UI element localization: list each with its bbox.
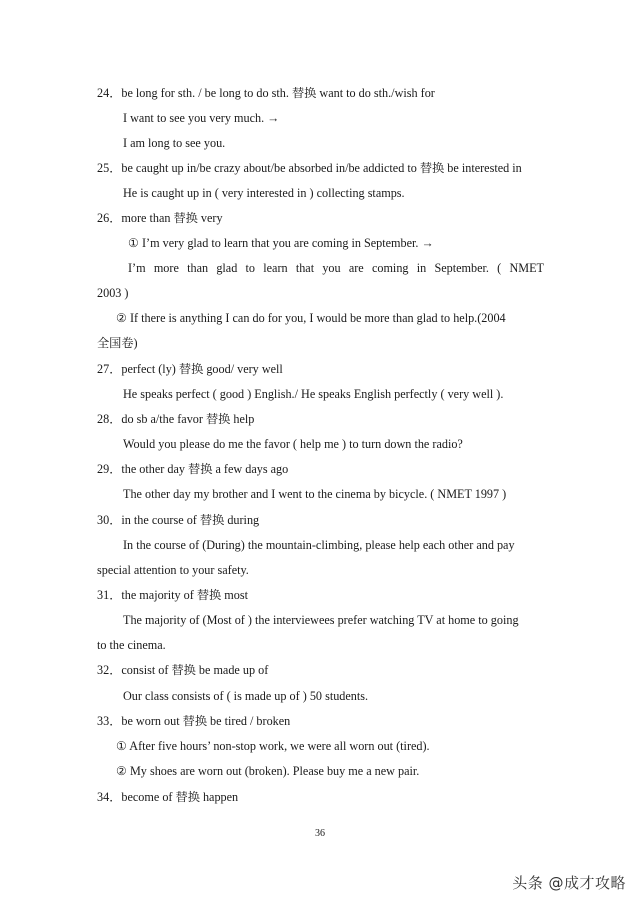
item-26-example-2: ② If there is anything I can do for you, I would be more than glad to help.(2004 <box>116 311 506 325</box>
item-30-heading: 30．in the course of 替换 during <box>97 513 260 527</box>
item-24-example-2: I am long to see you. <box>123 136 226 150</box>
item-34-heading: 34．become of 替换 happen <box>97 790 239 804</box>
item-33-example-2: ② My shoes are worn out (broken). Please buy me a new pair. <box>116 764 420 778</box>
item-26-example-1: ① I’m very glad to learn that you are coming in September. → <box>128 236 434 250</box>
item-31-example-line-2: to the cinema. <box>97 638 166 652</box>
item-26-example-2-source: 全国卷) <box>97 336 138 350</box>
page-number: 36 <box>315 828 325 839</box>
item-27-heading: 27．perfect (ly) 替换 good/ very well <box>97 362 283 376</box>
item-33-heading: 33．be worn out 替换 be tired / broken <box>97 714 291 728</box>
item-26-heading: 26．more than 替换 very <box>97 211 223 225</box>
item-28-example: Would you please do me the favor ( help me ) to turn down the radio? <box>123 437 463 451</box>
item-31-example-line-1: The majority of (Most of ) the interviewees prefer watching TV at home to going <box>123 613 519 627</box>
item-31-heading: 31．the majority of 替换 most <box>97 588 248 602</box>
item-26-example-1-source: 2003 ) <box>97 286 129 300</box>
item-30-example-line-1: In the course of (During) the mountain-climbing, please help each other and pay <box>123 538 515 552</box>
item-33-example-1: ① After five hours’ non-stop work, we were all worn out (tired). <box>116 739 430 753</box>
item-27-example: He speaks perfect ( good ) English./ He speaks English perfectly ( very well ). <box>123 387 504 401</box>
item-25-heading: 25．be caught up in/be crazy about/be absorbed in/be addicted to 替换 be interested in <box>97 161 522 175</box>
item-30-example-line-2: special attention to your safety. <box>97 563 249 577</box>
item-29-heading: 29．the other day 替换 a few days ago <box>97 462 289 476</box>
item-32-heading: 32．consist of 替换 be made up of <box>97 663 269 677</box>
item-24-heading: 24．be long for sth. / be long to do sth. 替换 want to do sth./wish for <box>97 86 435 100</box>
item-24-example-1: I want to see you very much. → <box>123 111 280 125</box>
item-29-example: The other day my brother and I went to the cinema by bicycle. ( NMET 1997 ) <box>123 487 507 501</box>
item-28-heading: 28．do sb a/the favor 替换 help <box>97 412 255 426</box>
watermark: 头条 @成才攻略 <box>512 874 626 892</box>
item-32-example: Our class consists of ( is made up of ) 50 students. <box>123 689 369 703</box>
item-25-example: He is caught up in ( very interested in ) collecting stamps. <box>123 186 405 200</box>
item-26-example-1-rewrite: I’m more than glad to learn that you are coming in September. ( NMET <box>128 261 544 275</box>
